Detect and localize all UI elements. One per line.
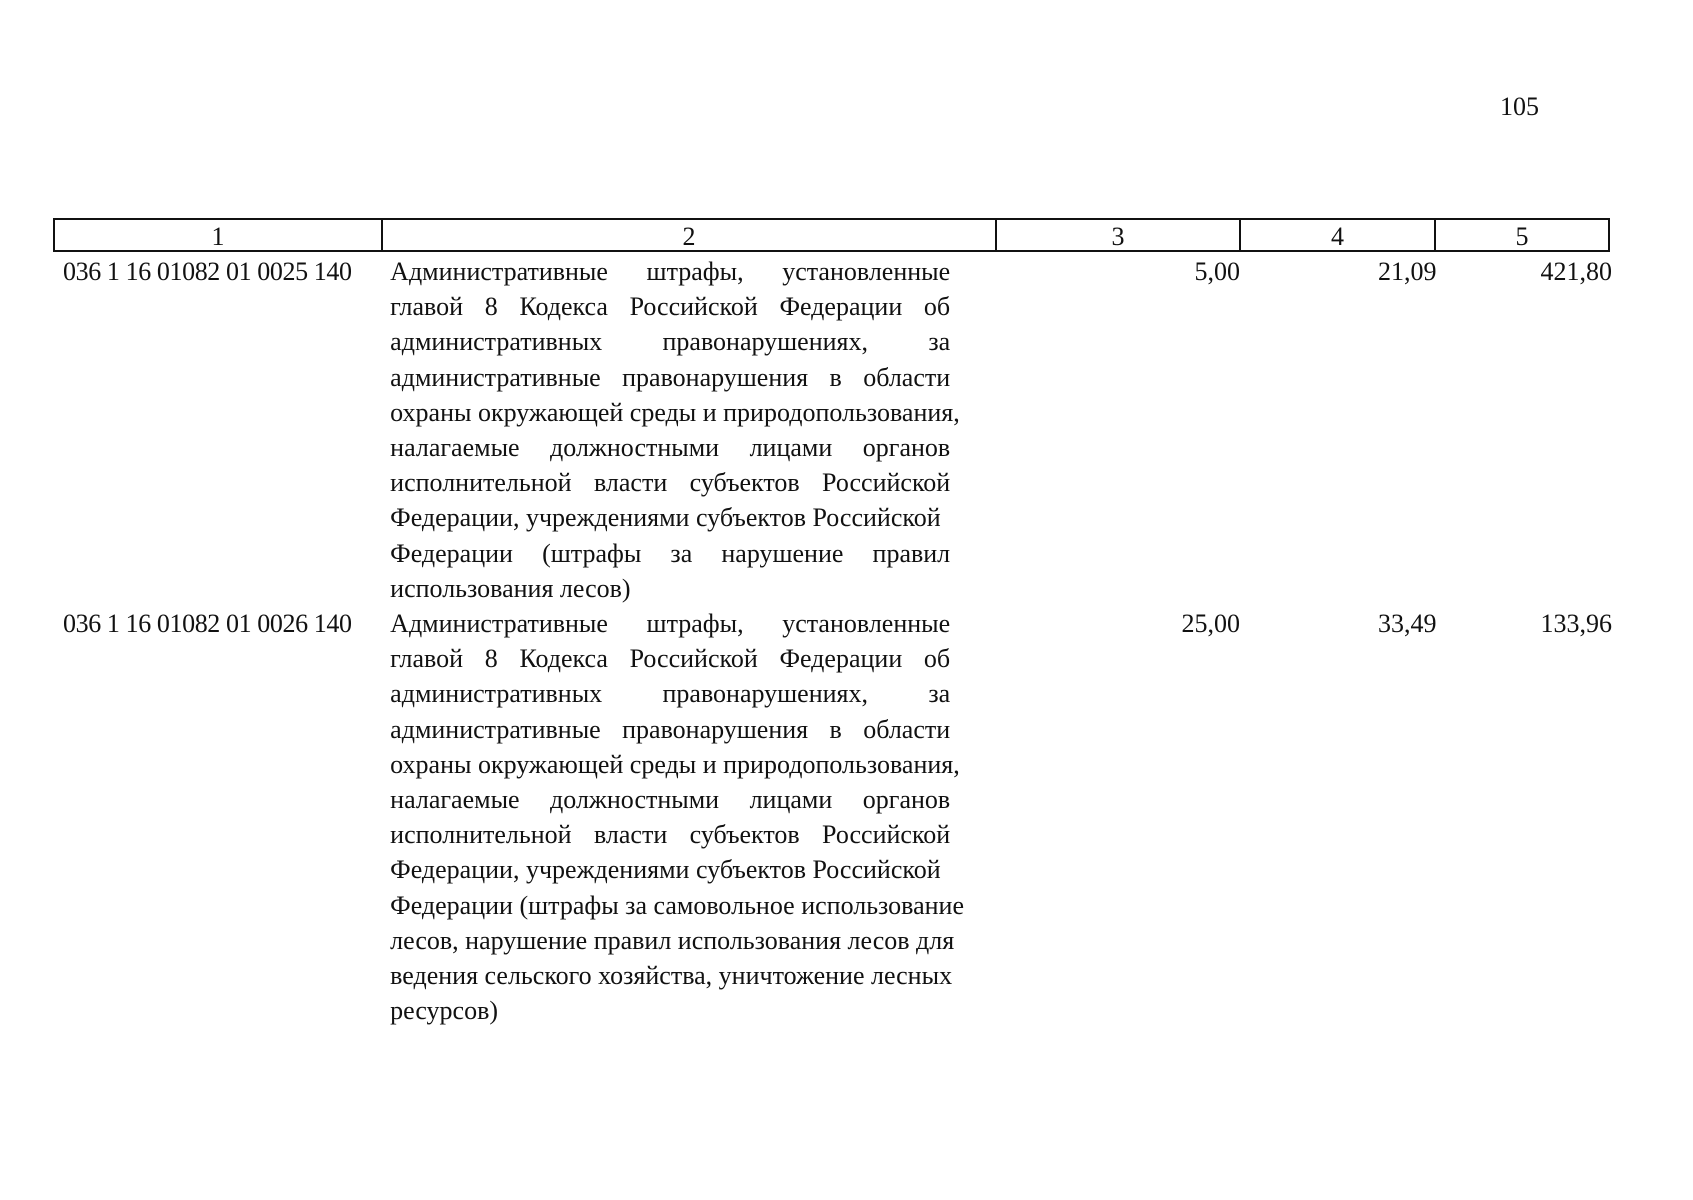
description-line: Федерации, учреждениями субъектов Российской	[390, 855, 941, 885]
header-cell-1: 1	[53, 218, 383, 252]
value-col4: 33,49	[1377, 609, 1437, 639]
description-line: главой 8 Кодекса Российской Федерации об	[390, 292, 951, 322]
description-line: административные правонарушения в области	[390, 362, 951, 392]
description-line: Административные штрафы, установленные	[390, 609, 951, 639]
description-line: исполнительной власти субъектов Российской	[390, 468, 951, 498]
description-line: налагаемые должностными лицами органов	[390, 433, 951, 463]
budget-code: 036 1 16 01082 01 0025 140	[63, 257, 352, 286]
table-body	[53, 254, 1614, 1028]
row-description	[382, 254, 996, 606]
description-line: охраны окружающей среды и природопользования,	[390, 397, 960, 427]
page-number: 105	[1500, 92, 1539, 121]
value-col4: 21,09	[1377, 257, 1437, 286]
description-line: лесов, нарушение правил использования лесов для	[390, 925, 955, 955]
description-line: Федерации (штрафы за нарушение правил	[390, 538, 951, 568]
value-col3: 25,00	[1181, 609, 1240, 639]
description-line: ресурсов)	[390, 996, 499, 1026]
description-line: охраны окружающей среды и природопользования,	[390, 749, 960, 779]
table-header-row	[53, 218, 1608, 252]
value-col5: 133,96	[1540, 609, 1612, 639]
header-cell-4: 4	[1239, 218, 1436, 252]
description-line: административных правонарушениях, за	[390, 679, 951, 709]
description-line: исполнительной власти субъектов Российской	[390, 820, 951, 850]
description-line: административные правонарушения в области	[390, 714, 951, 744]
value-col3: 5,00	[1194, 257, 1240, 286]
description-line: главой 8 Кодекса Российской Федерации об	[390, 644, 951, 674]
value-col5: 421,80	[1540, 257, 1612, 286]
budget-code: 036 1 16 01082 01 0026 140	[63, 609, 352, 639]
table-row	[53, 606, 1614, 1028]
description-line: Федерации (штрафы за самовольное использование	[390, 890, 965, 920]
description-line: использования лесов)	[390, 573, 631, 603]
description-line: Федерации, учреждениями субъектов Российской	[390, 503, 941, 533]
description-line: налагаемые должностными лицами органов	[390, 785, 951, 815]
description-line: Административные штрафы, установленные	[390, 257, 951, 286]
header-cell-5: 5	[1434, 218, 1610, 252]
header-cell-3: 3	[995, 218, 1241, 252]
description-line: ведения сельского хозяйства, уничтожение лесных	[390, 961, 953, 991]
description-line: административных правонарушениях, за	[390, 327, 951, 357]
header-cell-2: 2	[381, 218, 997, 252]
row-description	[382, 606, 996, 1028]
table-row	[53, 254, 1614, 606]
